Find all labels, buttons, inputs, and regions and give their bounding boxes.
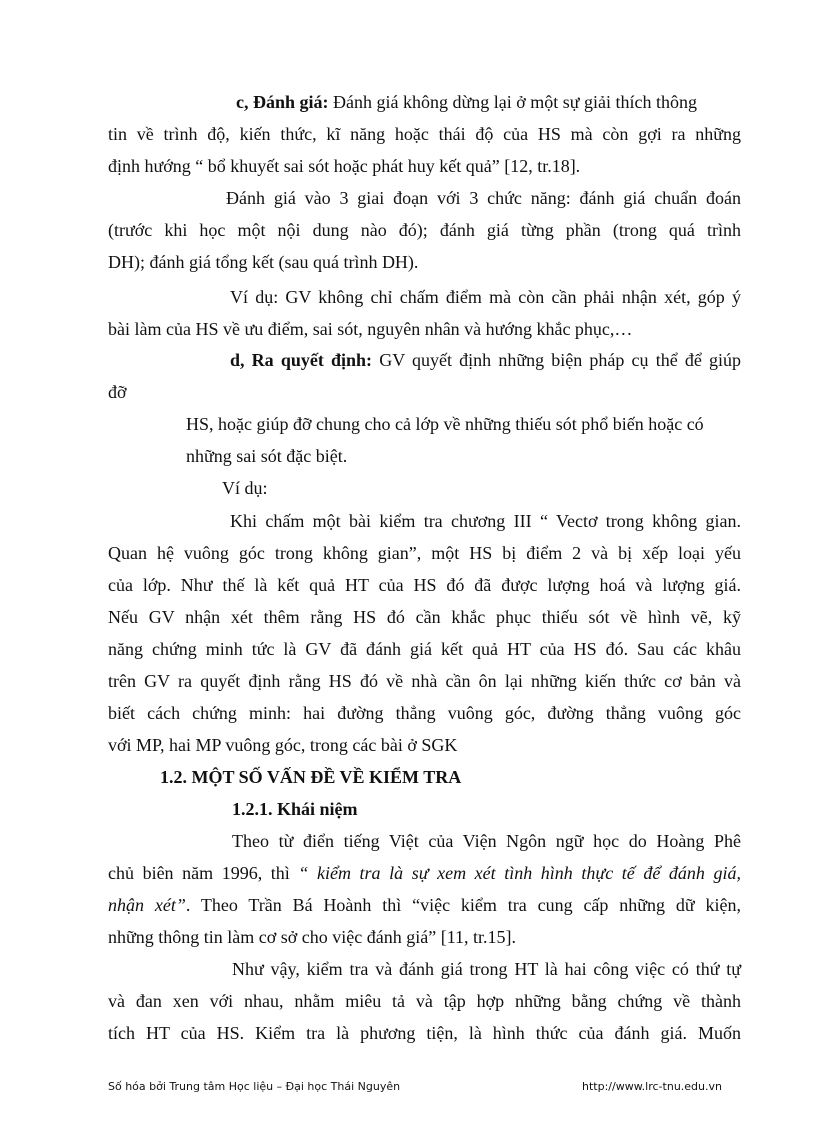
example-label: Ví dụ: [222, 478, 268, 498]
footer-url: http://www.lrc-tnu.edu.vn [582, 1080, 722, 1093]
paragraph-concept-line-3 [108, 894, 741, 916]
paragraph-c-line-1 [236, 91, 697, 113]
paragraph-example2-line-8: với MP, hai MP vuông góc, trong các bài ở SGK [108, 735, 458, 755]
paragraph-example1-line-1: Ví dụ: GV không chỉ chấm điểm mà còn cần phải nhận xét, góp ý [230, 287, 741, 307]
paragraph-example2-line-4: Nếu GV nhận xét thêm rằng HS đó cần khắc phục thiếu sót về hình vẽ, kỹ [108, 607, 741, 627]
paragraph-c-heading: c, Đánh giá: [236, 92, 329, 112]
paragraph-example2-line-7: biết cách chứng minh: hai đường thẳng vuông góc, đường thẳng vuông góc [108, 703, 741, 723]
paragraph-stages-line-3: DH); đánh giá tổng kết (sau quá trình DH). [108, 252, 419, 272]
paragraph-example2-line-1: Khi chấm một bài kiểm tra chương III “ Vectơ trong không gian. [230, 511, 741, 531]
paragraph-c-line-2: tin về trình độ, kiến thức, kĩ năng hoặc thái độ của HS mà còn gợi ra những [108, 124, 741, 144]
paragraph-example2-line-5: năng chứng minh tức là GV đã đánh giá kết quả HT của HS đó. Sau các khâu [108, 639, 741, 659]
paragraph-c-text: Đánh giá không dừng lại ở một sự giải thích thông [328, 92, 698, 112]
paragraph-stages-line-1: Đánh giá vào 3 giai đoạn với 3 chức năng: đánh giá chuẩn đoán [226, 188, 741, 208]
paragraph-concept-line-2 [108, 862, 741, 884]
paragraph-concept-line-1: Theo từ điển tiếng Việt của Viện Ngôn ngữ học do Hoàng Phê [232, 831, 741, 851]
paragraph-d-line-2: đỡ [108, 382, 127, 402]
paragraph-example2-line-3: của lớp. Như thế là kết quả HT của HS đó đã được lượng hoá và lượng giá. [108, 575, 741, 595]
paragraph-example1-line-2: bài làm của HS về ưu điểm, sai sót, nguyên nhân và hướng khắc phục,… [108, 319, 633, 339]
paragraph-concept-text-2: . Theo Trần Bá Hoành thì “việc kiểm tra cung cấp những dữ kiện, [185, 895, 741, 915]
paragraph-d-heading: d, Ra quyết định: [230, 350, 373, 370]
subsection-heading: 1.2.1. Khái niệm [232, 799, 358, 819]
dictionary-quote: “ kiểm tra là sự xem xét tình hình thực tế để đánh giá, [298, 863, 741, 883]
paragraph-example2-line-6: trên GV ra quyết định rằng HS đó về nhà cần ôn lại những kiến thức cơ bản và [108, 671, 741, 691]
paragraph-c-line-3: định hướng “ bổ khuyết sai sót hoặc phát huy kết quả” [12, tr.18]. [108, 156, 581, 176]
dictionary-quote-end: nhận xét” [108, 895, 186, 915]
paragraph-final-line-1: Như vậy, kiểm tra và đánh giá trong HT là hai công việc có thứ tự [232, 959, 741, 979]
paragraph-final-line-3: tích HT của HS. Kiểm tra là phương tiện, là hình thức của đánh giá. Muốn [108, 1023, 741, 1043]
paragraph-concept-text: chủ biên năm 1996, thì [108, 863, 299, 883]
paragraph-concept-line-4: những thông tin làm cơ sở cho việc đánh giá” [11, tr.15]. [108, 927, 517, 947]
paragraph-d-line-1 [230, 349, 741, 371]
paragraph-d-line-4: những sai sót đặc biệt. [186, 446, 348, 466]
paragraph-d-text: GV quyết định những biện pháp cụ thể để giúp [372, 350, 741, 370]
paragraph-final-line-2: và đan xen với nhau, nhằm miêu tả và tập hợp những bằng chứng về thành [108, 991, 741, 1011]
paragraph-example2-line-2: Quan hệ vuông góc trong không gian”, một HS bị điểm 2 và bị xếp loại yếu [108, 543, 741, 563]
paragraph-stages-line-2: (trước khi học một nội dung nào đó); đánh giá từng phần (trong quá trình [108, 220, 741, 240]
section-heading: 1.2. MỘT SỐ VẤN ĐỀ VỀ KIỂM TRA [160, 767, 462, 787]
paragraph-d-line-3: HS, hoặc giúp đỡ chung cho cả lớp về những thiếu sót phổ biến hoặc có [186, 414, 704, 434]
footer-source: Số hóa bởi Trung tâm Học liệu – Đại học Thái Nguyên [108, 1080, 401, 1093]
